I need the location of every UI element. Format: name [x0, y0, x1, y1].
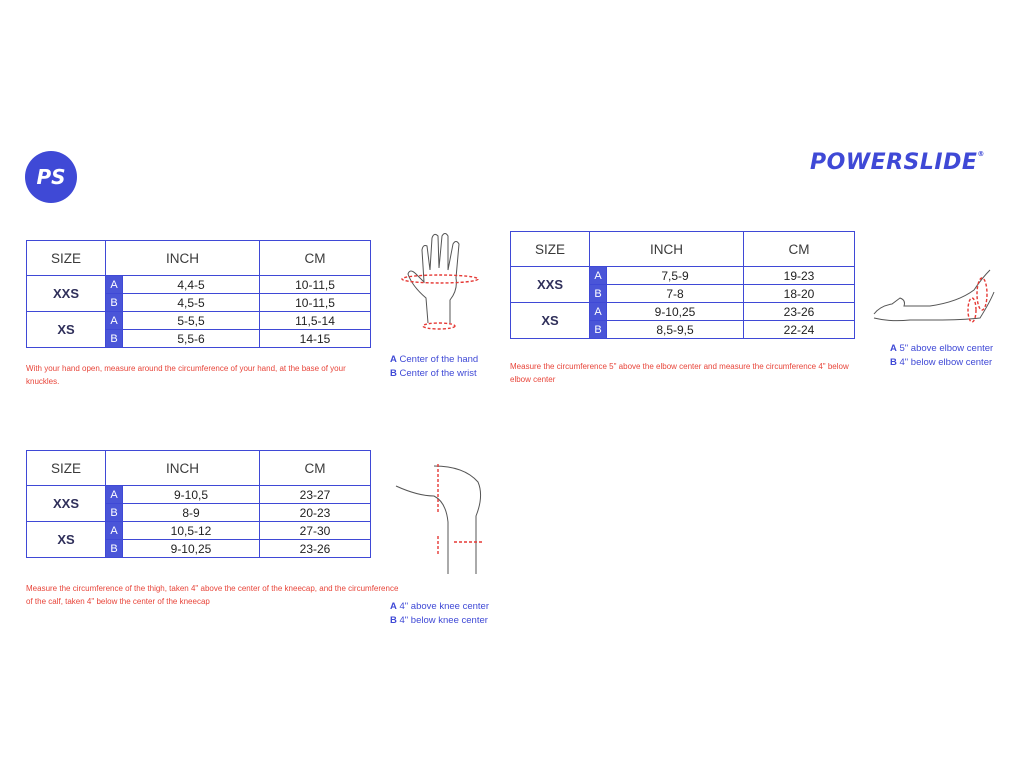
cm-value: 27-30: [260, 522, 371, 540]
legend-text: 4" below elbow center: [899, 357, 993, 368]
brand-name: POWERSLIDE: [810, 150, 978, 175]
size-cell: XS: [511, 303, 590, 339]
cm-value: 20-23: [260, 504, 371, 522]
cm-value: 18-20: [744, 285, 855, 303]
cm-value: 14-15: [260, 330, 371, 348]
col-cm: CM: [260, 241, 371, 276]
ab-label: A: [106, 312, 123, 330]
elbow-legend: [890, 342, 993, 370]
inch-value: 5-5,5: [123, 312, 260, 330]
inch-value: 7,5-9: [607, 267, 744, 285]
inch-value: 4,4-5: [123, 276, 260, 294]
glove-legend: [390, 353, 478, 381]
ab-label: B: [106, 540, 123, 558]
table-row: [27, 312, 371, 330]
size-cell: XS: [27, 522, 106, 558]
col-cm: CM: [260, 451, 371, 486]
ab-label: B: [106, 330, 123, 348]
ab-label: B: [106, 294, 123, 312]
cm-value: 10-11,5: [260, 276, 371, 294]
ab-label: A: [106, 276, 123, 294]
size-cell: XXS: [27, 486, 106, 522]
col-size: SIZE: [27, 451, 106, 486]
knee-size-table: [26, 450, 371, 558]
cm-value: 23-27: [260, 486, 371, 504]
ab-label: B: [590, 285, 607, 303]
inch-value: 9-10,25: [607, 303, 744, 321]
inch-value: 4,5-5: [123, 294, 260, 312]
knee-note: Measure the circumference of the thigh, taken 4" above the center of the kneecap, and the circumference of the calf, taken 4" below the center of the kneecap: [26, 584, 399, 606]
size-cell: XXS: [511, 267, 590, 303]
size-cell: XS: [27, 312, 106, 348]
ab-label: B: [590, 321, 607, 339]
size-cell: XXS: [27, 276, 106, 312]
col-inch: INCH: [106, 241, 260, 276]
legend-key: A: [390, 601, 397, 612]
elbow-note: Measure the circumference 5" above the elbow center and measure the circumference 4" below elbow center: [510, 362, 849, 384]
table-row: [27, 486, 371, 504]
legend-key: B: [890, 357, 897, 368]
inch-value: 7-8: [607, 285, 744, 303]
table-row: [27, 522, 371, 540]
knee-legend: [390, 600, 489, 628]
arm-illustration: [870, 262, 1000, 334]
inch-value: 9-10,5: [123, 486, 260, 504]
table-row: [511, 267, 855, 285]
cm-value: 23-26: [744, 303, 855, 321]
cm-value: 19-23: [744, 267, 855, 285]
legend-key: A: [390, 354, 397, 365]
legend-key: A: [890, 343, 897, 354]
elbow-size-table: [510, 231, 855, 339]
inch-value: 8,5-9,5: [607, 321, 744, 339]
inch-value: 8-9: [123, 504, 260, 522]
legend-text: 4" below knee center: [399, 615, 488, 626]
inch-value: 5,5-6: [123, 330, 260, 348]
glove-note: With your hand open, measure around the circumference of your hand, at the base of your knuckles.: [26, 364, 346, 386]
col-cm: CM: [744, 232, 855, 267]
legend-text: 5" above elbow center: [899, 343, 994, 354]
ps-logo: [24, 150, 78, 204]
legend-text: Center of the wrist: [399, 368, 477, 379]
inch-value: 10,5-12: [123, 522, 260, 540]
hand-illustration: [398, 228, 488, 338]
legend-key: B: [390, 615, 397, 626]
cm-value: 22-24: [744, 321, 855, 339]
ab-label: A: [590, 267, 607, 285]
col-size: SIZE: [27, 241, 106, 276]
inch-value: 9-10,25: [123, 540, 260, 558]
col-inch: INCH: [106, 451, 260, 486]
ab-label: B: [106, 504, 123, 522]
ab-label: A: [106, 486, 123, 504]
cm-value: 11,5-14: [260, 312, 371, 330]
legend-text: Center of the hand: [399, 354, 479, 365]
powerslide-logo: POWERSLIDE®: [810, 150, 985, 175]
table-row: [27, 276, 371, 294]
cm-value: 10-11,5: [260, 294, 371, 312]
ps-logo-text: PS: [36, 165, 66, 189]
cm-value: 23-26: [260, 540, 371, 558]
col-inch: INCH: [590, 232, 744, 267]
legend-key: B: [390, 368, 397, 379]
ab-label: A: [106, 522, 123, 540]
knee-illustration: [394, 456, 494, 576]
ab-label: A: [590, 303, 607, 321]
glove-size-table: [26, 240, 371, 348]
table-row: [511, 303, 855, 321]
legend-text: 4" above knee center: [399, 601, 489, 612]
col-size: SIZE: [511, 232, 590, 267]
